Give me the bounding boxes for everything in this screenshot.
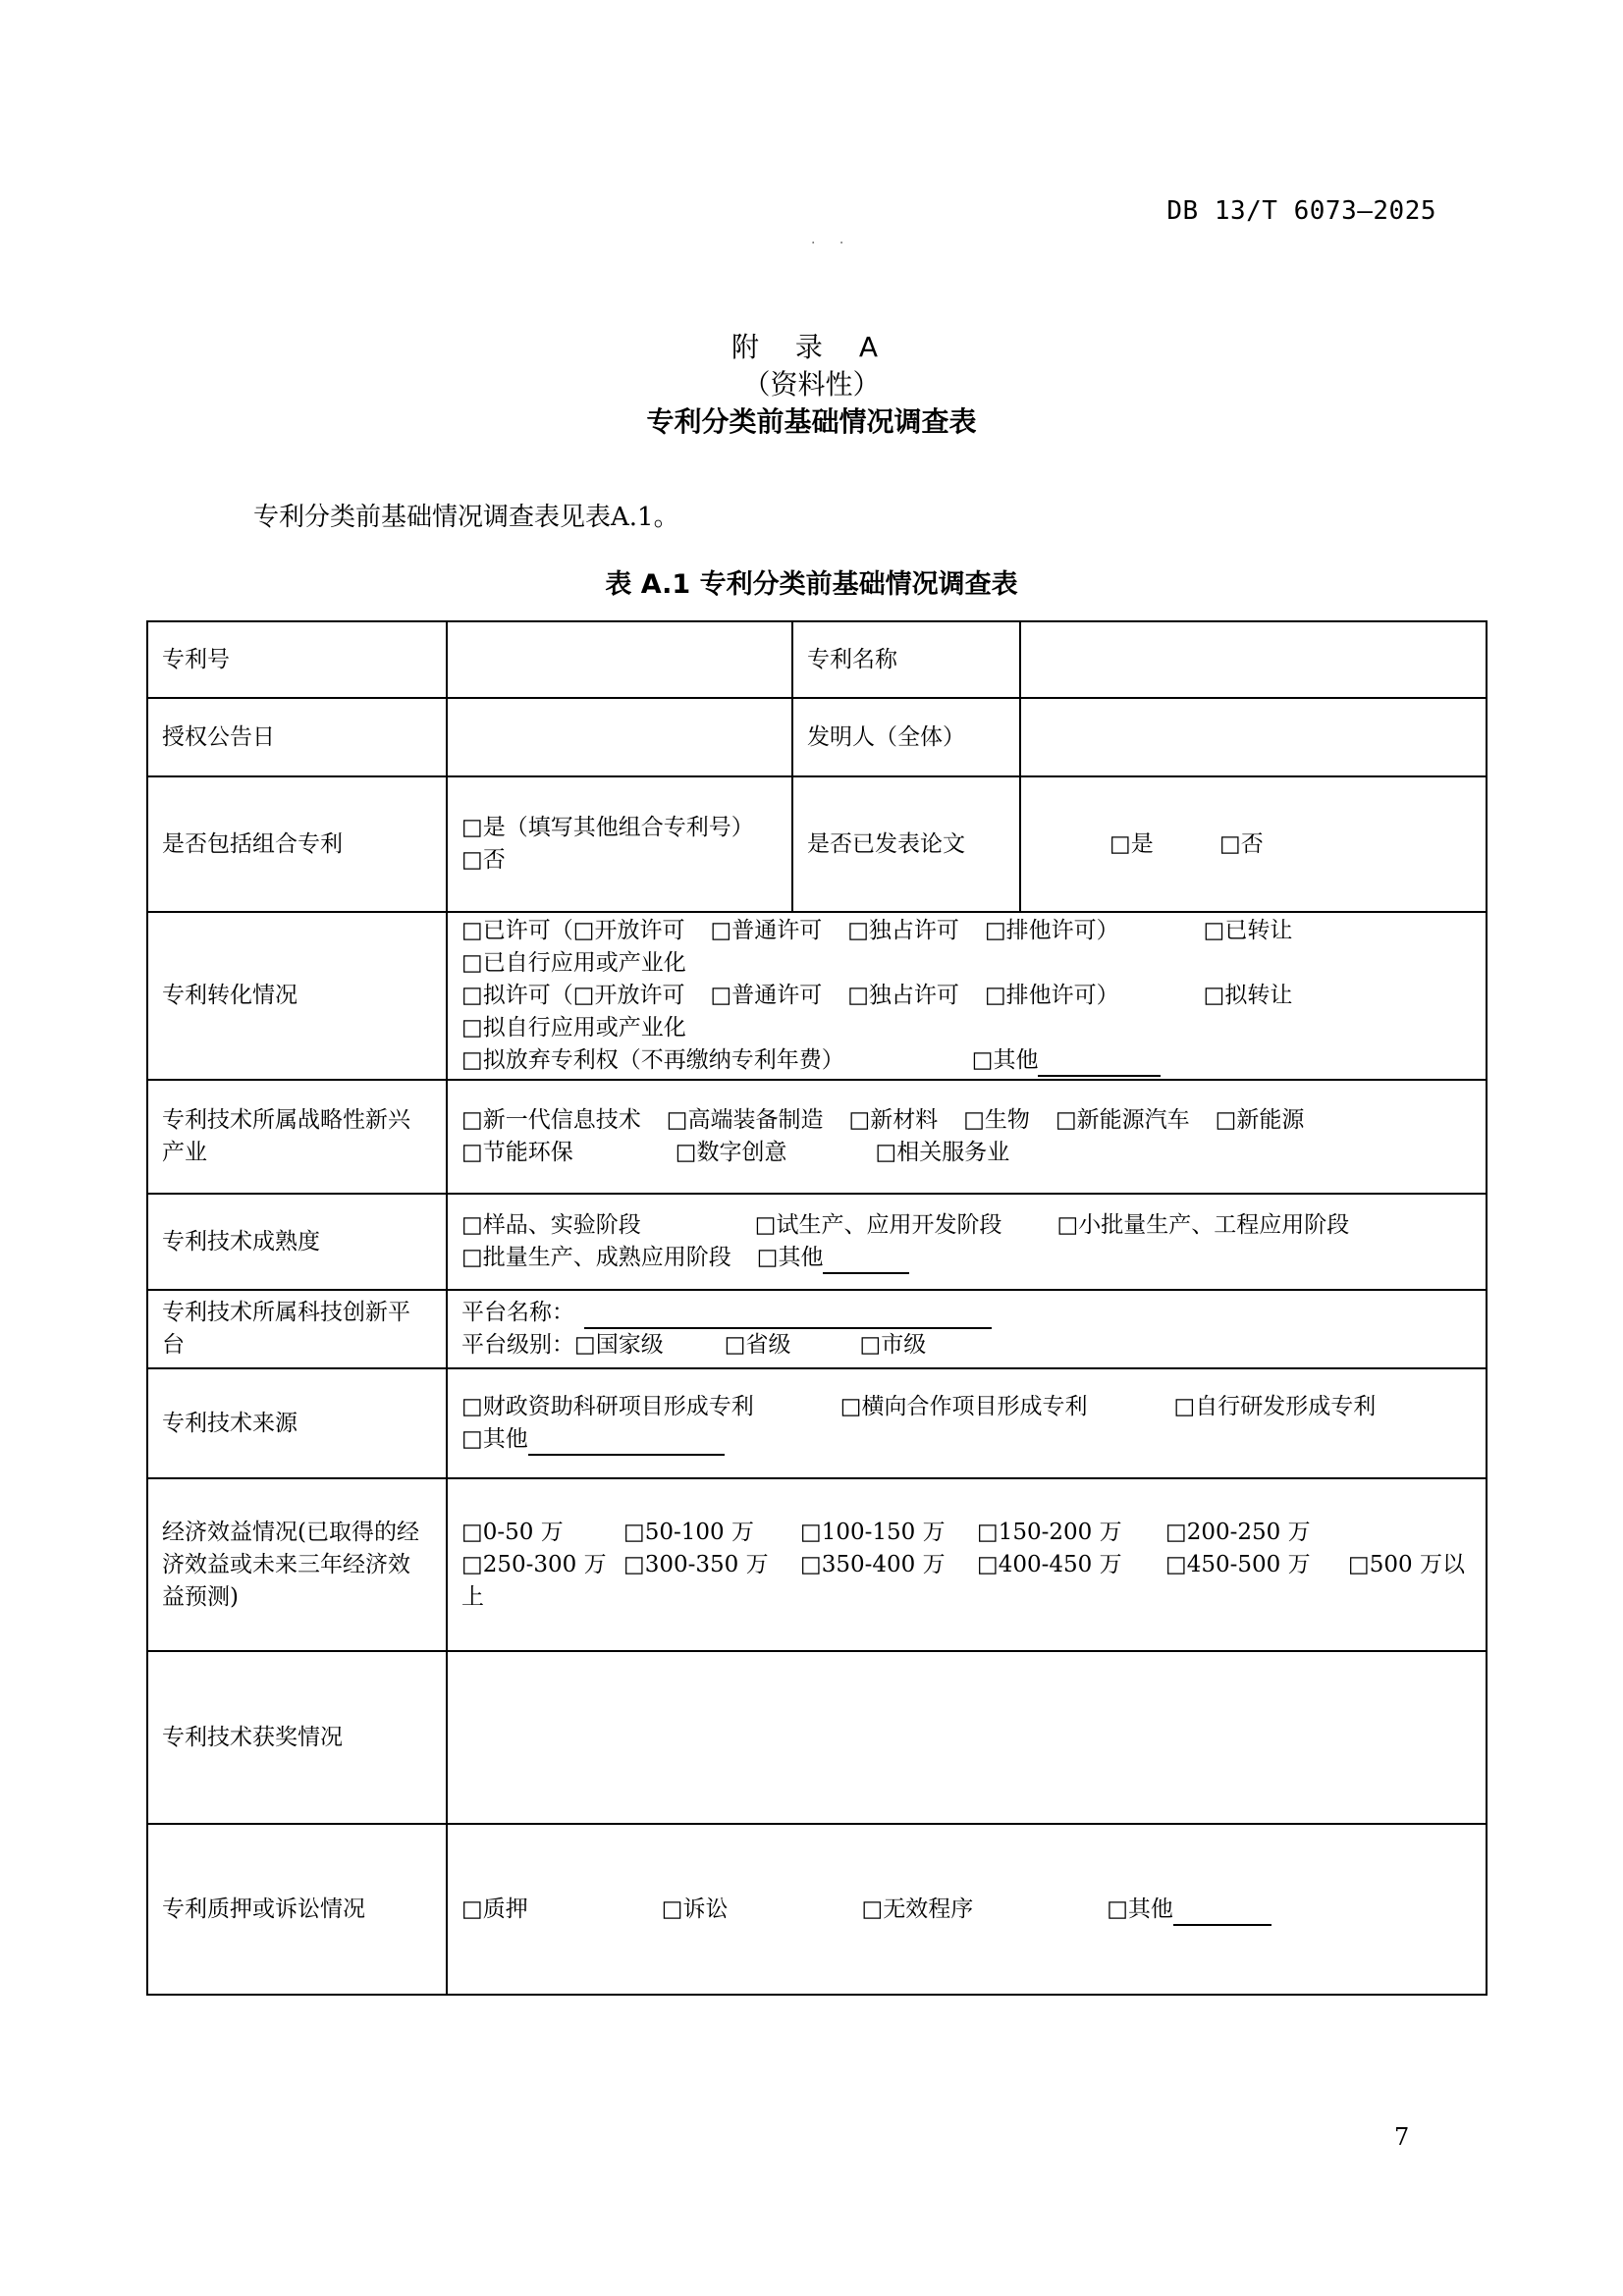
benefit-50-100-checkbox[interactable]: □50-100 万 xyxy=(623,1519,754,1545)
platform-provincial-checkbox[interactable]: □省级 xyxy=(724,1332,791,1358)
appendix-heading xyxy=(0,329,1623,441)
plan-license-sole-checkbox[interactable]: □排他许可） xyxy=(984,983,1119,1008)
transfer-options xyxy=(447,912,1487,1080)
inventors-label: 发明人（全体） xyxy=(792,698,1020,776)
pledge-checkbox[interactable]: □质押 xyxy=(461,1896,528,1922)
plan-license-exclusive-checkbox[interactable]: □独占许可 xyxy=(847,983,959,1008)
document-code: DB 13/T 6073—2025 xyxy=(1166,196,1436,226)
table-row xyxy=(147,1194,1487,1290)
industry-energy-checkbox[interactable]: □新能源 xyxy=(1215,1107,1305,1133)
platform-options xyxy=(447,1290,1487,1368)
industry-bio-checkbox[interactable]: □生物 xyxy=(963,1107,1030,1133)
litigation-checkbox[interactable]: □诉讼 xyxy=(661,1896,729,1922)
appendix-type: （资料性） xyxy=(742,368,881,400)
combo-label: 是否包括组合专利 xyxy=(147,776,447,912)
industry-nev-checkbox[interactable]: □新能源汽车 xyxy=(1055,1107,1190,1133)
table-row xyxy=(147,1290,1487,1368)
plan-license-ordinary-checkbox[interactable]: □普通许可 xyxy=(710,983,823,1008)
table-row xyxy=(147,1651,1487,1824)
grant-date-label: 授权公告日 xyxy=(147,698,447,776)
platform-label: 专利技术所属科技创新平台 xyxy=(147,1290,447,1368)
list-item xyxy=(461,1423,1472,1456)
survey-table xyxy=(146,620,1488,1996)
table-row xyxy=(147,698,1487,776)
list-item xyxy=(461,1297,1472,1329)
source-cooperation-checkbox[interactable]: □横向合作项目形成专利 xyxy=(839,1394,1088,1419)
table-row xyxy=(147,621,1487,698)
industry-materials-checkbox[interactable]: □新材料 xyxy=(848,1107,939,1133)
source-options xyxy=(447,1368,1487,1478)
industry-it-checkbox[interactable]: □新一代信息技术 xyxy=(461,1107,641,1133)
header-dots: · · xyxy=(811,236,854,251)
platform-name-blank[interactable] xyxy=(584,1304,992,1329)
source-other-blank[interactable] xyxy=(528,1430,725,1456)
list-item xyxy=(461,980,1472,1012)
benefit-250-300-checkbox[interactable]: □250-300 万 xyxy=(461,1551,607,1577)
list-item xyxy=(461,1137,1472,1169)
table-row xyxy=(147,1478,1487,1651)
plan-self-apply-checkbox[interactable]: □拟自行应用或产业化 xyxy=(461,1015,686,1041)
table-row xyxy=(147,1368,1487,1478)
platform-city-checkbox[interactable]: □市级 xyxy=(859,1332,927,1358)
list-item xyxy=(461,1104,1472,1137)
intro-text: 专利分类前基础情况调查表见表A.1。 xyxy=(253,503,679,532)
table-row xyxy=(147,912,1487,1080)
transfer-label: 专利转化情况 xyxy=(147,912,447,1080)
combo-options xyxy=(447,776,792,912)
list-item xyxy=(461,1209,1472,1242)
patent-no-field[interactable] xyxy=(447,621,792,698)
patent-no-label: 专利号 xyxy=(147,621,447,698)
platform-name-label: 平台名称： xyxy=(461,1300,574,1325)
paper-label: 是否已发表论文 xyxy=(792,776,1020,912)
benefit-0-50-checkbox[interactable]: □0-50 万 xyxy=(461,1519,564,1545)
maturity-other-blank[interactable] xyxy=(823,1249,909,1274)
award-label: 专利技术获奖情况 xyxy=(147,1651,447,1824)
transfer-other-checkbox[interactable]: □其他 xyxy=(971,1047,1039,1073)
table-row xyxy=(147,776,1487,912)
list-item xyxy=(461,1517,1472,1549)
list-item xyxy=(461,1391,1472,1423)
maturity-options xyxy=(447,1194,1487,1290)
list-item xyxy=(461,1242,1472,1274)
benefit-200-250-checkbox[interactable]: □200-250 万 xyxy=(1165,1519,1311,1545)
maturity-trial-checkbox[interactable]: □试生产、应用开发阶段 xyxy=(754,1212,1002,1238)
licensed-ordinary-checkbox[interactable]: □普通许可 xyxy=(710,918,823,943)
benefit-400-450-checkbox[interactable]: □400-450 万 xyxy=(977,1551,1122,1577)
benefit-350-400-checkbox[interactable]: □350-400 万 xyxy=(800,1551,946,1577)
paper-no-checkbox[interactable]: □否 xyxy=(1219,830,1264,857)
industry-label: 专利技术所属战略性新兴产业 xyxy=(147,1080,447,1194)
industry-services-checkbox[interactable]: □相关服务业 xyxy=(875,1140,1010,1165)
benefit-450-500-checkbox[interactable]: □450-500 万 xyxy=(1165,1551,1311,1577)
table-row xyxy=(147,1080,1487,1194)
maturity-label: 专利技术成熟度 xyxy=(147,1194,447,1290)
platform-national-checkbox[interactable]: □国家级 xyxy=(574,1332,664,1358)
appendix-label: 附 录 A xyxy=(731,331,892,363)
pledge-label: 专利质押或诉讼情况 xyxy=(147,1824,447,1995)
platform-level-label: 平台级别： xyxy=(461,1332,574,1358)
source-label: 专利技术来源 xyxy=(147,1368,447,1478)
grant-date-field[interactable] xyxy=(447,698,792,776)
abandon-checkbox[interactable]: □拟放弃专利权（不再缴纳专利年费） xyxy=(461,1047,844,1073)
maturity-mass-checkbox[interactable]: □批量生产、成熟应用阶段 xyxy=(461,1245,731,1270)
source-other-checkbox[interactable]: □其他 xyxy=(461,1426,528,1452)
table-caption: 表 A.1 专利分类前基础情况调查表 xyxy=(605,569,1018,600)
pledge-other-blank[interactable] xyxy=(1173,1900,1271,1926)
page-number: 7 xyxy=(1394,2123,1410,2151)
industry-options xyxy=(447,1080,1487,1194)
combo-yes-checkbox[interactable]: □是（填写其他组合专利号） xyxy=(461,815,754,840)
industry-equipment-checkbox[interactable]: □高端装备制造 xyxy=(666,1107,824,1133)
appendix-title: 专利分类前基础情况调查表 xyxy=(646,405,977,438)
transfer-other-blank[interactable] xyxy=(1038,1051,1161,1077)
patent-name-field[interactable] xyxy=(1020,621,1487,698)
benefit-options xyxy=(447,1478,1487,1651)
benefit-300-350-checkbox[interactable]: □300-350 万 xyxy=(623,1551,769,1577)
plan-transfer-checkbox[interactable]: □拟转让 xyxy=(1203,983,1293,1008)
pledge-options xyxy=(447,1824,1487,1995)
list-item xyxy=(461,1549,1472,1614)
benefit-500-plus-checkbox[interactable]: □500 万以上 xyxy=(461,1551,1465,1610)
patent-name-label: 专利名称 xyxy=(792,621,1020,698)
combo-no-checkbox[interactable]: □否 xyxy=(461,847,506,873)
paper-yes-checkbox[interactable]: □是 xyxy=(1109,830,1154,857)
transferred-checkbox[interactable]: □已转让 xyxy=(1203,918,1293,943)
maturity-other-checkbox[interactable]: □其他 xyxy=(756,1245,824,1270)
licensed-open-checkbox[interactable]: □已许可（□开放许可 xyxy=(461,918,685,943)
benefit-label: 经济效益情况(已取得的经济效益或未来三年经济效益预测) xyxy=(147,1478,447,1651)
self-applied-checkbox[interactable]: □已自行应用或产业化 xyxy=(461,950,686,976)
benefit-150-200-checkbox[interactable]: □150-200 万 xyxy=(977,1519,1122,1545)
list-item xyxy=(461,1329,1472,1362)
inventors-field[interactable] xyxy=(1020,698,1487,776)
award-field[interactable] xyxy=(447,1651,1487,1824)
maturity-sample-checkbox[interactable]: □样品、实验阶段 xyxy=(461,1212,641,1238)
licensed-sole-checkbox[interactable]: □排他许可） xyxy=(984,918,1119,943)
list-item xyxy=(461,1044,1472,1077)
source-self-checkbox[interactable]: □自行研发形成专利 xyxy=(1173,1394,1377,1419)
industry-digital-checkbox[interactable]: □数字创意 xyxy=(675,1140,787,1165)
table-row xyxy=(147,1824,1487,1995)
source-fiscal-checkbox[interactable]: □财政资助科研项目形成专利 xyxy=(461,1394,754,1419)
benefit-100-150-checkbox[interactable]: □100-150 万 xyxy=(800,1519,946,1545)
list-item xyxy=(461,915,1472,947)
invalidation-checkbox[interactable]: □无效程序 xyxy=(861,1896,974,1922)
maturity-small-batch-checkbox[interactable]: □小批量生产、工程应用阶段 xyxy=(1056,1212,1350,1238)
plan-license-open-checkbox[interactable]: □拟许可（□开放许可 xyxy=(461,983,685,1008)
licensed-exclusive-checkbox[interactable]: □独占许可 xyxy=(847,918,959,943)
paper-options xyxy=(1020,776,1487,912)
pledge-other-checkbox[interactable]: □其他 xyxy=(1107,1896,1173,1922)
industry-eco-checkbox[interactable]: □节能环保 xyxy=(461,1140,573,1165)
